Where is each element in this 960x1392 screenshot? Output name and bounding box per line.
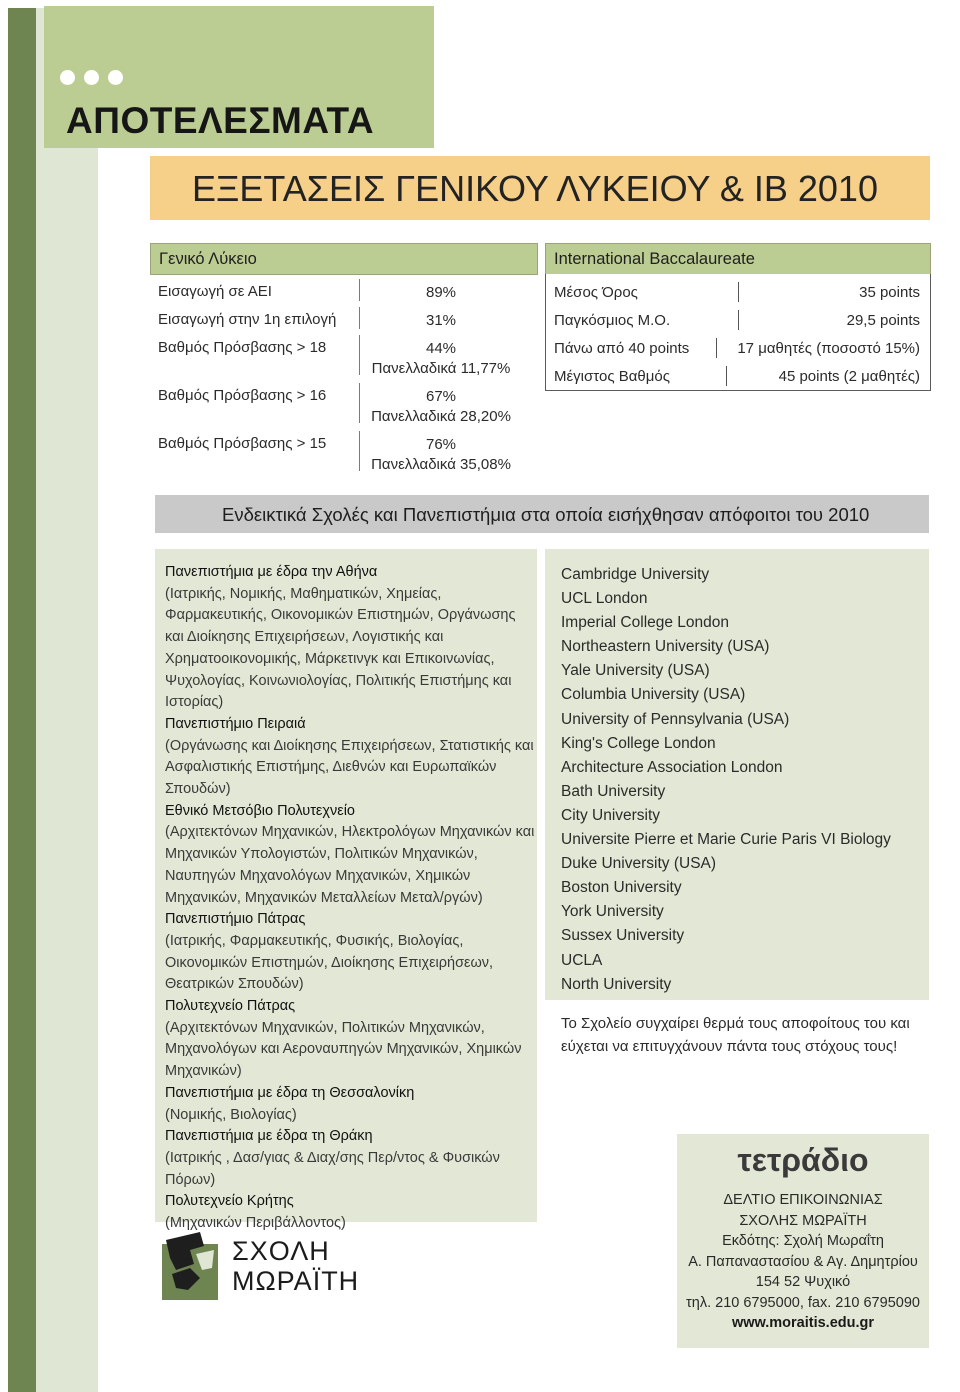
list-item: Yale University (USA)	[561, 662, 710, 680]
list-item: Cambridge University	[561, 566, 710, 583]
address: Α. Παπαναστασίου & Αγ. Δημητρίου	[688, 1253, 918, 1270]
university-name: Πανεπιστήμια με έδρα τη Θεσσαλονίκη	[165, 1084, 415, 1101]
table-row	[546, 306, 930, 334]
newsletter-name: τετράδιο	[737, 1142, 869, 1178]
page-title: ΑΠΟΤΕΛΕΣΜΑΤΑ	[66, 100, 375, 141]
header-dots	[60, 70, 123, 85]
row-value: 67%	[425, 388, 457, 405]
list-item	[165, 714, 535, 801]
dot-icon	[108, 70, 123, 85]
table-row	[150, 303, 538, 331]
row-value-group	[360, 435, 522, 475]
schools-banner-title: Ενδεικτικά Σχολές και Πανεπιστήμια στα οποία εισήχθησαν απόφοιτοι του 2010	[222, 504, 870, 525]
row-note: Πανελλαδικά 35,08%	[371, 456, 511, 473]
university-name: Πανεπιστήμιο Πάτρας	[165, 911, 306, 928]
row-value: 17 μαθητές (ποσοστό 15%)	[737, 340, 920, 357]
newsletter-contact	[677, 1190, 929, 1334]
list-item: Universite Pierre et Marie Curie Paris VI Biology	[561, 831, 891, 849]
table-row	[546, 278, 930, 306]
university-departments: (Ιατρικής , Δασ/γιας & Διαχ/σης Περ/ντος & Φυσικών Πόρων)	[165, 1149, 500, 1188]
list-item: Northeastern University (USA)	[561, 638, 770, 656]
list-item: City University	[561, 806, 661, 824]
list-item	[165, 909, 535, 996]
row-label: Μέγιστος Βαθμός	[554, 368, 670, 385]
university-departments: (Αρχιτεκτόνων Μηχανικών, Ηλεκτρολόγων Μηχανικών και Μηχανικών Υπολογιστών, Πολιτικών Μηχανικών, Ναυπηγών Μηχανολόγων Μηχανικών, Χημικών Μηχανικών, Μηχανικών Μεταλλείων Μεταλ/ργών)	[165, 824, 535, 906]
list-item: York University	[561, 903, 664, 921]
row-label: Βαθμός Πρόσβασης > 15	[158, 435, 327, 452]
exam-banner-title: ΕΞΕΤΑΣΕΙΣ ΓΕΝΙΚΟΥ ΛΥΚΕΙΟΥ & ΙΒ 2010	[192, 168, 878, 209]
university-departments: (Ιατρικής, Νομικής, Μαθηματικών, Χημείας, Φαρμακευτικής, Οικονομικών Επιστημών, Οργάνωσης και Διοίκησης Επιχειρήσεων, Λογιστικής και Χρηματοοικονομικής, Μάρκετινγκ και Επικοινωνίας, Ψυχολογίας, Κοινωνιολογίας, Πολιτικής Επιστήμης και Ιστορίας)	[165, 585, 516, 711]
school-logo-icon	[160, 1230, 222, 1302]
list-item: Duke University (USA)	[561, 855, 717, 873]
left-stripe-dark	[8, 8, 36, 1392]
row-divider	[726, 366, 727, 386]
university-departments: (Νομικής, Βιολογίας)	[165, 1106, 297, 1123]
ib-table	[545, 274, 931, 391]
list-item	[165, 1126, 535, 1191]
row-label: Βαθμός Πρόσβασης > 16	[158, 387, 327, 404]
university-departments: (Αρχιτεκτόνων Μηχανικών, Πολιτικών Μηχανικών, Μηχανολόγων και Αεροναυπηγών Μηχανικών, Χημικών Μηχανικών)	[165, 1019, 522, 1080]
university-name: Πολυτεχνείο Πάτρας	[165, 998, 296, 1015]
table-row	[150, 331, 538, 379]
university-departments: (Οργάνωσης και Διοίκησης Επιχειρήσεων, Στατιστικής και Ασφαλιστικής Επιστήμης, Διεθνών και Ευρωπαϊκών Σπουδών)	[165, 737, 534, 798]
list-item: Sussex University	[561, 927, 685, 945]
list-item: UCLA	[561, 951, 603, 969]
university-name: Πολυτεχνείο Κρήτης	[165, 1193, 294, 1210]
university-name: Πανεπιστήμια με έδρα τη Θράκη	[165, 1128, 373, 1145]
university-name: Εθνικό Μετσόβιο Πολυτεχνείο	[165, 802, 356, 819]
row-divider	[738, 282, 739, 302]
row-divider	[716, 338, 717, 358]
table-row	[546, 362, 930, 390]
left-stripe-light	[36, 8, 98, 1392]
list-item	[165, 562, 535, 714]
university-name: Πανεπιστήμια με έδρα την Αθήνα	[165, 564, 378, 580]
list-item	[165, 996, 535, 1083]
list-item: Imperial College London	[561, 614, 730, 632]
row-value: 45 points (2 μαθητές)	[778, 368, 920, 385]
row-value: 44%	[425, 340, 457, 357]
list-item: University of Pennsylvania (USA)	[561, 710, 790, 728]
university-departments: (Ιατρικής, Φαρμακευτικής, Φυσικής, Βιολογίας, Οικονομικών Επιστημών, Διοίκησης Επιχειρήσεων, Θεατρικών Σπουδών)	[165, 932, 494, 993]
greek-universities-list	[165, 562, 535, 1235]
newsletter-line: ΔΕΛΤΙΟ ΕΠΙΚΟΙΝΩΝΙΑΣ	[723, 1192, 883, 1208]
list-item	[165, 1083, 535, 1126]
list-item: Architecture Association London	[561, 758, 783, 776]
congrats-message: Το Σχολείο συγχαίρει θερμά τους αποφοίτους του και εύχεται να επιτυγχάνουν πάντα τους στόχους τους!	[561, 1015, 910, 1055]
list-item	[165, 1191, 535, 1234]
ib-header	[545, 243, 931, 275]
logo-line: ΜΩΡΑΪΤΗ	[232, 1266, 360, 1296]
row-label: Βαθμός Πρόσβασης > 18	[158, 339, 327, 356]
university-departments: (Μηχανικών Περιβάλλοντος)	[165, 1215, 346, 1232]
table-row	[150, 379, 538, 427]
row-value: 35 points	[859, 284, 920, 301]
row-label: Μέσος Όρος	[554, 284, 638, 301]
school-logo-text	[232, 1236, 359, 1296]
row-value-group	[360, 339, 522, 379]
school-logo	[160, 1230, 359, 1302]
list-item: UCL London	[561, 590, 648, 608]
dot-icon	[84, 70, 99, 85]
ib-title: International Baccalaureate	[554, 250, 755, 268]
row-note: Πανελλαδικά 11,77%	[371, 360, 511, 377]
newsletter-line: ΣΧΟΛΗΣ ΜΩΡΑΪΤΗ	[739, 1212, 867, 1229]
postal-code: 154 52 Ψυχικό	[755, 1274, 851, 1290]
row-label: Πάνω από 40 points	[554, 340, 690, 357]
list-item: North University	[561, 975, 672, 993]
list-item: Boston University	[561, 879, 682, 897]
general-lyceum-title: Γενικό Λύκειο	[159, 250, 257, 268]
row-value: 89%	[425, 284, 457, 301]
logo-line: ΣΧΟΛΗ	[232, 1236, 330, 1266]
general-lyceum-table	[150, 275, 538, 475]
table-row	[150, 427, 538, 475]
row-note: Πανελλαδικά 28,20%	[371, 408, 511, 425]
list-item: Columbia University (USA)	[561, 686, 746, 704]
row-value: 31%	[425, 312, 457, 329]
dot-icon	[60, 70, 75, 85]
row-label: Εισαγωγή στην 1η επιλογή	[158, 311, 337, 328]
table-row	[150, 275, 538, 303]
row-value: 76%	[425, 436, 457, 453]
university-name: Πανεπιστήμιο Πειραιά	[165, 715, 306, 732]
publisher: Εκδότης: Σχολή Μωραΐτη	[722, 1233, 884, 1249]
table-row	[546, 334, 930, 362]
list-item: Bath University	[561, 782, 666, 800]
international-universities-list	[561, 563, 891, 997]
general-lyceum-header	[150, 243, 538, 275]
row-divider	[738, 310, 739, 330]
list-item: King's College London	[561, 734, 716, 752]
row-value: 29,5 points	[846, 312, 920, 329]
row-value-group	[360, 387, 522, 427]
row-label: Παγκόσμιος Μ.Ο.	[554, 312, 671, 329]
phone-fax: τηλ. 210 6795000, fax. 210 6795090	[686, 1294, 920, 1311]
row-label: Εισαγωγή σε ΑΕΙ	[158, 283, 272, 300]
list-item	[165, 801, 535, 910]
website-link[interactable]: www.moraitis.edu.gr	[731, 1315, 875, 1331]
